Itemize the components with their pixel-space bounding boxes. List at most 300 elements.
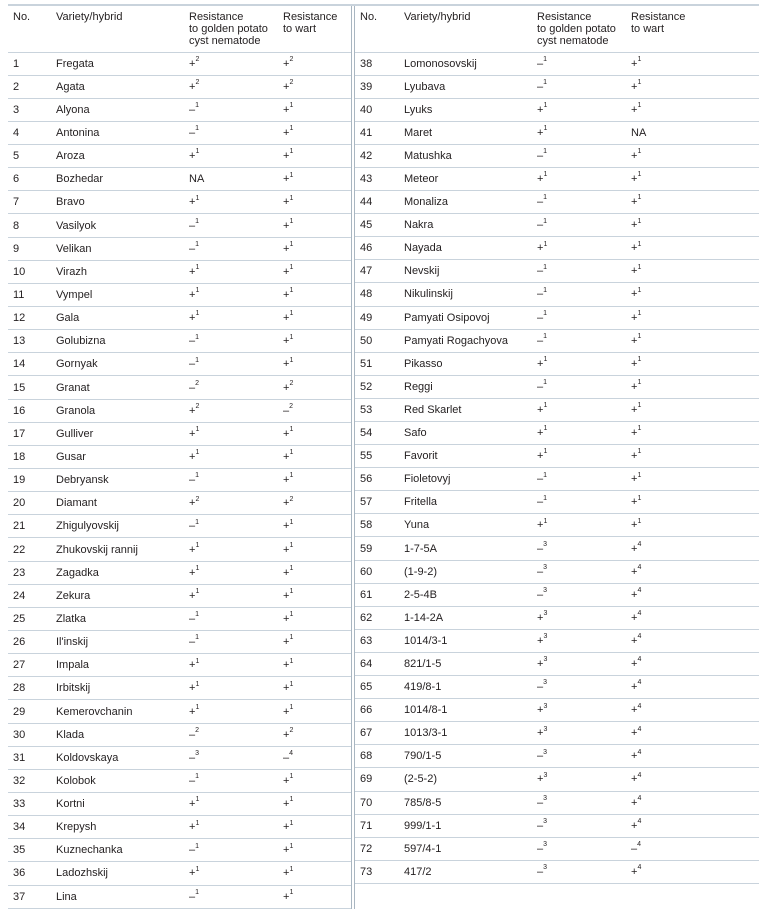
nematode-resistance [532, 652, 626, 675]
nematode-footnote: 1 [543, 125, 548, 133]
nematode-resistance [532, 398, 626, 421]
wart-sign: + [631, 588, 638, 601]
wart-sign: + [283, 288, 290, 301]
variety-name: Gusar [51, 445, 184, 468]
wart-resistance [626, 214, 759, 237]
variety-name: Zhukovskij rannij [51, 538, 184, 561]
table-row [355, 52, 759, 75]
table-row [8, 75, 351, 98]
header-nematode-line: cyst nematode [189, 35, 261, 47]
nematode-sign: + [189, 150, 196, 163]
wart-footnote: 1 [289, 773, 294, 781]
nematode-resistance [532, 214, 626, 237]
table-row [355, 629, 759, 652]
wart-sign: + [283, 103, 290, 116]
row-number: 6 [8, 168, 51, 191]
wart-footnote: 4 [637, 702, 642, 710]
wart-resistance [626, 676, 759, 699]
wart-sign: + [283, 890, 290, 903]
row-number: 9 [8, 237, 51, 260]
variety-name: Yuna [399, 514, 532, 537]
nematode-footnote: 2 [195, 79, 200, 87]
header-nematode-line: Resistance [189, 11, 244, 23]
wart-resistance [626, 537, 759, 560]
wart-sign: + [631, 288, 638, 301]
wart-footnote: 1 [637, 171, 642, 179]
wart-sign: + [283, 196, 290, 209]
nematode-footnote: 1 [195, 356, 200, 364]
header-wart-line: to wart [631, 23, 665, 35]
wart-resistance [278, 145, 351, 168]
variety-name: Bravo [51, 191, 184, 214]
header-row [8, 6, 351, 52]
wart-sign: + [283, 381, 290, 394]
wart-sign: + [283, 844, 290, 857]
variety-name: Bozhedar [51, 168, 184, 191]
nematode-resistance [532, 306, 626, 329]
wart-footnote: 1 [637, 78, 642, 86]
variety-name: Impala [51, 654, 184, 677]
wart-resistance [278, 677, 351, 700]
table-row [8, 793, 351, 816]
wart-resistance [278, 700, 351, 723]
nematode-footnote: 3 [543, 748, 548, 756]
variety-name: 1013/3-1 [399, 722, 532, 745]
table-body-right [355, 52, 759, 883]
wart-footnote: 1 [289, 680, 294, 688]
wart-sign: + [283, 335, 290, 348]
table-row [355, 837, 759, 860]
wart-resistance [626, 860, 759, 883]
variety-name: Maret [399, 121, 532, 144]
row-number: 46 [355, 237, 399, 260]
nematode-footnote: 2 [195, 55, 200, 63]
nematode-footnote: 3 [543, 841, 548, 849]
resistance-table-right [355, 6, 759, 884]
nematode-sign: – [537, 80, 544, 93]
nematode-resistance [184, 399, 278, 422]
table-row [355, 214, 759, 237]
wart-sign: – [283, 751, 290, 764]
variety-name: Kortni [51, 793, 184, 816]
wart-sign: + [283, 705, 290, 718]
nematode-sign: + [537, 519, 544, 532]
row-number: 52 [355, 375, 399, 398]
wart-sign: + [283, 821, 290, 834]
variety-name: Lina [51, 885, 184, 908]
wart-sign: + [283, 126, 290, 139]
wart-resistance [278, 469, 351, 492]
wart-resistance [278, 98, 351, 121]
nematode-resistance [532, 745, 626, 768]
nematode-sign: + [537, 657, 544, 670]
wart-footnote: 1 [637, 55, 642, 63]
nematode-footnote: 1 [195, 888, 200, 896]
nematode-footnote: 1 [195, 287, 200, 295]
nematode-sign: + [189, 427, 196, 440]
nematode-sign: – [537, 219, 544, 232]
variety-name: 1014/3-1 [399, 629, 532, 652]
nematode-footnote: 1 [195, 102, 200, 110]
row-number: 63 [355, 629, 399, 652]
wart-sign: + [283, 242, 290, 255]
nematode-footnote: 3 [543, 817, 548, 825]
variety-name: (2-5-2) [399, 768, 532, 791]
variety-name: Virazh [51, 260, 184, 283]
table-row [355, 422, 759, 445]
variety-name: 785/8-5 [399, 791, 532, 814]
wart-sign: + [631, 334, 638, 347]
nematode-sign: – [537, 750, 544, 763]
row-number: 31 [8, 746, 51, 769]
table-row [8, 191, 351, 214]
wart-sign: + [631, 196, 638, 209]
row-number: 39 [355, 75, 399, 98]
row-number: 35 [8, 839, 51, 862]
row-number: 72 [355, 837, 399, 860]
row-number: 55 [355, 445, 399, 468]
wart-footnote: 1 [637, 217, 642, 225]
header-variety: Variety/hybrid [399, 6, 532, 52]
nematode-resistance [532, 583, 626, 606]
wart-sign: + [283, 150, 290, 163]
variety-name: Granola [51, 399, 184, 422]
wart-sign: + [283, 659, 290, 672]
nematode-resistance [532, 676, 626, 699]
wart-footnote: 4 [637, 656, 642, 664]
nematode-footnote: 1 [195, 703, 200, 711]
wart-resistance [626, 445, 759, 468]
wart-footnote: 1 [289, 333, 294, 341]
wart-sign: + [283, 497, 290, 510]
nematode-footnote: 1 [543, 448, 548, 456]
wart-sign: + [283, 80, 290, 93]
nematode-footnote: 3 [543, 610, 548, 618]
wart-footnote: 4 [637, 610, 642, 618]
nematode-sign: + [537, 634, 544, 647]
wart-resistance [278, 353, 351, 376]
row-number: 10 [8, 260, 51, 283]
wart-sign: + [283, 612, 290, 625]
wart-resistance [278, 769, 351, 792]
wart-sign: + [283, 474, 290, 487]
nematode-resistance [184, 237, 278, 260]
variety-name: Klada [51, 723, 184, 746]
nematode-sign: – [537, 473, 544, 486]
nematode-sign: – [189, 126, 196, 139]
nematode-sign: – [189, 103, 196, 116]
nematode-sign: + [189, 543, 196, 556]
wart-sign: + [631, 265, 638, 278]
nematode-resistance [532, 768, 626, 791]
nematode-sign: – [537, 57, 544, 70]
table-row [8, 769, 351, 792]
header-wart-line: Resistance [631, 11, 686, 23]
wart-resistance [626, 468, 759, 491]
nematode-resistance [532, 699, 626, 722]
wart-sign: + [631, 80, 638, 93]
wart-sign: + [631, 242, 638, 255]
table-row [8, 260, 351, 283]
wart-resistance [278, 168, 351, 191]
wart-resistance [626, 75, 759, 98]
wart-resistance [626, 583, 759, 606]
variety-name: Favorit [399, 445, 532, 468]
nematode-footnote: 1 [543, 171, 548, 179]
variety-name: Kemerovchanin [51, 700, 184, 723]
row-number: 17 [8, 422, 51, 445]
nematode-sign: + [537, 357, 544, 370]
nematode-sign: – [537, 496, 544, 509]
table-row [355, 398, 759, 421]
wart-resistance [278, 561, 351, 584]
wart-footnote: 1 [289, 310, 294, 318]
wart-footnote: 1 [637, 494, 642, 502]
wart-sign: + [631, 681, 638, 694]
nematode-sign: – [537, 542, 544, 555]
table-row [8, 607, 351, 630]
wart-footnote: 1 [289, 518, 294, 526]
nematode-sign: – [537, 588, 544, 601]
wart-sign: + [631, 773, 638, 786]
wart-footnote: 2 [289, 495, 294, 503]
table-row [355, 791, 759, 814]
nematode-resistance [184, 677, 278, 700]
nematode-footnote: 1 [195, 634, 200, 642]
wart-sign: + [631, 634, 638, 647]
wart-sign: + [631, 565, 638, 578]
nematode-resistance [184, 283, 278, 306]
row-number: 49 [355, 306, 399, 329]
nematode-resistance [184, 330, 278, 353]
header-nematode [184, 6, 278, 52]
nematode-resistance [184, 723, 278, 746]
row-number: 60 [355, 560, 399, 583]
nematode-sign: – [537, 334, 544, 347]
variety-name: 1-7-5A [399, 537, 532, 560]
nematode-sign: – [189, 381, 196, 394]
nematode-resistance [184, 769, 278, 792]
wart-resistance [278, 584, 351, 607]
wart-resistance [626, 191, 759, 214]
nematode-resistance [532, 144, 626, 167]
nematode-sign: + [537, 126, 544, 139]
nematode-resistance [532, 98, 626, 121]
row-number: 22 [8, 538, 51, 561]
nematode-resistance [532, 629, 626, 652]
variety-name: Pikasso [399, 352, 532, 375]
variety-name: Golubizna [51, 330, 184, 353]
nematode-sign: – [537, 311, 544, 324]
wart-footnote: 1 [289, 819, 294, 827]
table-row [8, 492, 351, 515]
variety-name: Debryansk [51, 469, 184, 492]
wart-footnote: 1 [637, 240, 642, 248]
nematode-footnote: 1 [543, 333, 548, 341]
nematode-sign: – [189, 219, 196, 232]
variety-name: Zagadka [51, 561, 184, 584]
row-number: 1 [8, 52, 51, 75]
nematode-resistance [532, 52, 626, 75]
row-number: 54 [355, 422, 399, 445]
nematode-resistance [184, 376, 278, 399]
row-number: 64 [355, 652, 399, 675]
wart-resistance [626, 52, 759, 75]
row-number: 13 [8, 330, 51, 353]
wart-resistance [626, 375, 759, 398]
wart-resistance [626, 814, 759, 837]
nematode-resistance [184, 561, 278, 584]
wart-footnote: 1 [637, 448, 642, 456]
wart-resistance [278, 492, 351, 515]
nematode-footnote: 1 [195, 518, 200, 526]
table-row [8, 445, 351, 468]
row-number: 33 [8, 793, 51, 816]
wart-footnote: 4 [637, 725, 642, 733]
wart-footnote: 1 [637, 102, 642, 110]
row-number: 34 [8, 816, 51, 839]
nematode-sign: + [189, 196, 196, 209]
variety-name: 999/1-1 [399, 814, 532, 837]
nematode-resistance [532, 260, 626, 283]
wart-resistance [278, 862, 351, 885]
wart-footnote: 1 [637, 356, 642, 364]
table-row [8, 121, 351, 144]
nematode-footnote: 1 [195, 449, 200, 457]
table-row [355, 352, 759, 375]
variety-name: Gala [51, 307, 184, 330]
table-row [355, 583, 759, 606]
nematode-sign: – [189, 358, 196, 371]
wart-footnote: 1 [637, 263, 642, 271]
wart-footnote: 1 [289, 472, 294, 480]
wart-footnote: 1 [289, 356, 294, 364]
row-number: 41 [355, 121, 399, 144]
nematode-sign: + [537, 450, 544, 463]
wart-resistance [278, 376, 351, 399]
header-variety: Variety/hybrid [51, 6, 184, 52]
wart-resistance [278, 52, 351, 75]
header-nematode-line: to golden potato [537, 23, 616, 35]
table-row [355, 283, 759, 306]
wart-resistance [626, 283, 759, 306]
variety-name: Pamyati Osipovoj [399, 306, 532, 329]
row-number: 5 [8, 145, 51, 168]
nematode-footnote: 3 [543, 563, 548, 571]
row-number: 3 [8, 98, 51, 121]
nematode-sign: + [537, 403, 544, 416]
header-wart-line: to wart [283, 23, 317, 35]
row-number: 20 [8, 492, 51, 515]
wart-resistance [626, 514, 759, 537]
nematode-footnote: 1 [195, 657, 200, 665]
wart-sign: + [283, 173, 290, 186]
variety-name: Il'inskij [51, 631, 184, 654]
wart-sign: + [631, 427, 638, 440]
nematode-footnote: 3 [543, 679, 548, 687]
wart-resistance [626, 629, 759, 652]
variety-name: 821/1-5 [399, 652, 532, 675]
table-row [8, 584, 351, 607]
row-number: 62 [355, 606, 399, 629]
wart-footnote: 1 [289, 634, 294, 642]
header-wart-line: Resistance [283, 11, 338, 23]
variety-name: Alyona [51, 98, 184, 121]
nematode-sign: – [537, 196, 544, 209]
wart-footnote: 1 [289, 194, 294, 202]
header-no: No. [8, 6, 51, 52]
row-number: 73 [355, 860, 399, 883]
table-row [8, 237, 351, 260]
nematode-resistance [184, 168, 278, 191]
table-row [8, 816, 351, 839]
nematode-resistance [532, 606, 626, 629]
variety-name: 2-5-4B [399, 583, 532, 606]
nematode-resistance [184, 469, 278, 492]
nematode-resistance [184, 607, 278, 630]
nematode-resistance [184, 422, 278, 445]
nematode-sign: – [537, 565, 544, 578]
table-row [8, 168, 351, 191]
nematode-sign: + [189, 312, 196, 325]
nematode-sign: – [189, 636, 196, 649]
nematode-footnote: 1 [543, 471, 548, 479]
wart-sign: + [283, 312, 290, 325]
header-nematode-line: cyst nematode [537, 35, 609, 47]
wart-footnote: 1 [637, 425, 642, 433]
nematode-resistance [532, 860, 626, 883]
table-row [355, 814, 759, 837]
table-row [8, 399, 351, 422]
wart-sign: + [283, 265, 290, 278]
nematode-resistance [184, 793, 278, 816]
wart-resistance [626, 398, 759, 421]
wart-sign: + [283, 728, 290, 741]
nematode-sign: – [537, 681, 544, 694]
wart-resistance [278, 885, 351, 908]
nematode-footnote: 1 [543, 217, 548, 225]
table-row [355, 537, 759, 560]
wart-sign: + [631, 380, 638, 393]
wart-resistance [626, 121, 759, 144]
wart-sign: + [631, 219, 638, 232]
nematode-sign: – [537, 380, 544, 393]
wart-resistance [626, 352, 759, 375]
wart-footnote: 1 [637, 379, 642, 387]
row-number: 37 [8, 885, 51, 908]
table-row [8, 214, 351, 237]
nematode-footnote: 1 [195, 217, 200, 225]
variety-name: Red Skarlet [399, 398, 532, 421]
variety-name: 597/4-1 [399, 837, 532, 860]
nematode-resistance [184, 631, 278, 654]
table-row [355, 144, 759, 167]
wart-footnote: 4 [637, 540, 642, 548]
table-row [8, 839, 351, 862]
table-row [8, 145, 351, 168]
variety-name: Agata [51, 75, 184, 98]
wart-resistance [626, 167, 759, 190]
variety-name: Gornyak [51, 353, 184, 376]
variety-name: Aroza [51, 145, 184, 168]
nematode-footnote: 1 [543, 286, 548, 294]
table-row [8, 631, 351, 654]
row-number: 45 [355, 214, 399, 237]
table-row [355, 491, 759, 514]
row-number: 15 [8, 376, 51, 399]
wart-footnote: 1 [289, 264, 294, 272]
variety-name: Koldovskaya [51, 746, 184, 769]
